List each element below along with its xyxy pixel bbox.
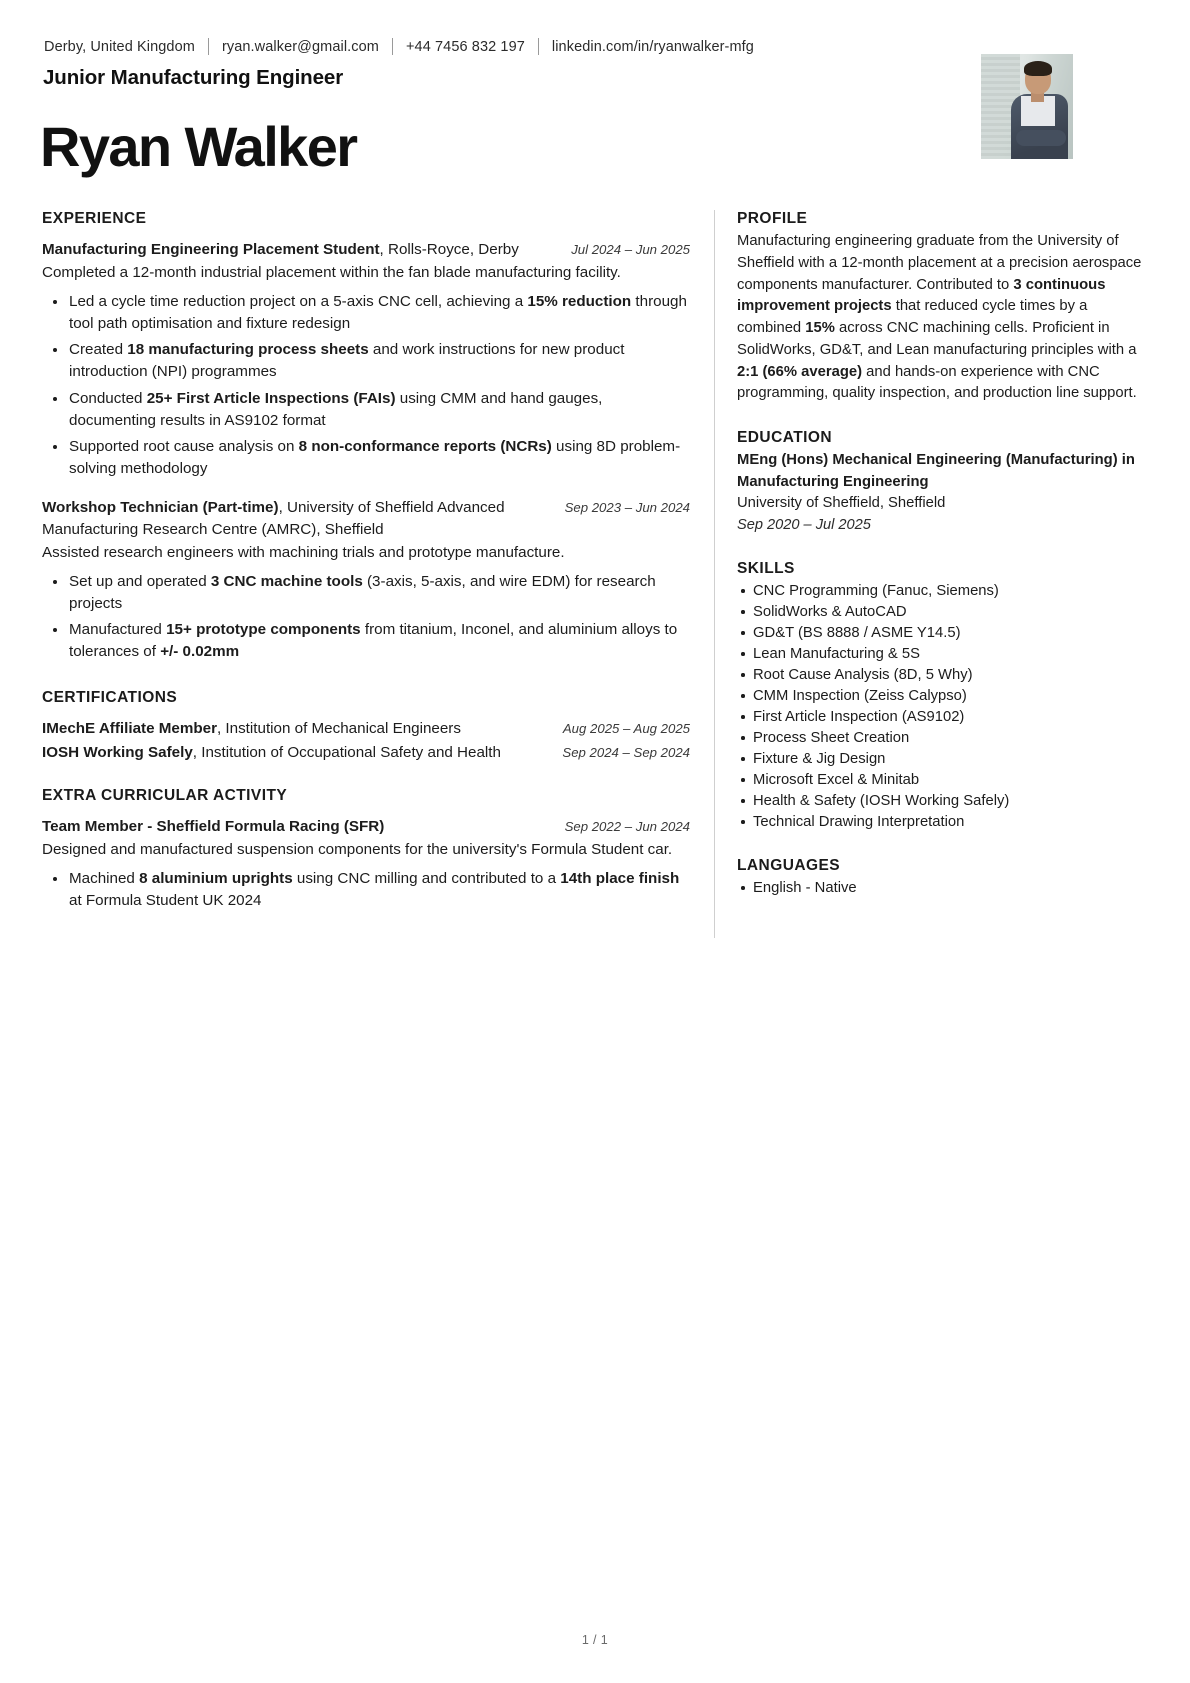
experience-entry xyxy=(42,816,690,912)
entry-bullet: Set up and operated 3 CNC machine tools (3-axis, 5-axis, and wire EDM) for research projects xyxy=(42,571,690,615)
entry-date: Sep 2022 – Jun 2024 xyxy=(564,819,690,835)
entry-bullet: Manufactured 15+ prototype components from titanium, Inconel, and aluminium alloys to tolerances of +/- 0.02mm xyxy=(42,619,690,663)
experience-entry xyxy=(42,497,690,663)
photo-hair xyxy=(1024,61,1052,76)
extra-curricular-section xyxy=(42,787,690,912)
contact-linkedin[interactable]: linkedin.com/in/ryanwalker-mfg xyxy=(551,38,754,55)
entry-role: Workshop Technician (Part-time), University of Sheffield Advanced Manufacturing Research Centre (AMRC), Sheffield xyxy=(42,499,505,538)
name-row xyxy=(40,115,1148,178)
entry-bullet-list xyxy=(42,571,690,664)
skill-item: SolidWorks & AutoCAD xyxy=(737,602,1148,623)
experience-entries xyxy=(42,239,690,663)
contact-line xyxy=(42,38,1148,55)
education-section xyxy=(737,429,1148,536)
extra-curricular-title: EXTRA CURRICULAR ACTIVITY xyxy=(42,787,288,805)
skills-section xyxy=(737,560,1148,833)
skill-item: GD&T (BS 8888 / ASME Y14.5) xyxy=(737,623,1148,644)
skill-item: Health & Safety (IOSH Working Safely) xyxy=(737,791,1148,812)
education-title: EDUCATION xyxy=(737,429,833,447)
contact-location: Derby, United Kingdom xyxy=(44,38,195,55)
education-degree: MEng (Hons) Mechanical Engineering (Manufacturing) in Manufacturing Engineering xyxy=(737,452,1135,490)
profile-text: Manufacturing engineering graduate from the University of Sheffield with a 12-month placement at a precision aerospace components manufacturer. Contributed to 3 continuous improvement projects that reduced cycle times by a combined 15% across CNC machining cells. Proficient in SolidWorks, GD&T, and Lean manufacturing principles with a 2:1 (66% average) and hands-on experience with CNC programming, quality inspection, and production line support. xyxy=(737,233,1142,402)
experience-section xyxy=(42,210,690,663)
experience-entry xyxy=(42,239,690,480)
languages-list xyxy=(737,878,1148,899)
skill-item: First Article Inspection (AS9102) xyxy=(737,707,1148,728)
skill-item: Root Cause Analysis (8D, 5 Why) xyxy=(737,665,1148,686)
contact-email[interactable]: ryan.walker@gmail.com xyxy=(221,38,379,55)
profile-section xyxy=(737,210,1148,405)
certifications-section xyxy=(42,689,690,761)
entry-bullet: Led a cycle time reduction project on a 5-axis CNC cell, achieving a 15% reduction through tool path optimisation and fixture redesign xyxy=(42,291,690,335)
skill-item: Process Sheet Creation xyxy=(737,728,1148,749)
extra-curricular-entries xyxy=(42,816,690,912)
skills-list xyxy=(737,581,1148,833)
entry-header xyxy=(42,497,690,540)
experience-title: EXPERIENCE xyxy=(42,210,147,228)
entry-date: Sep 2023 – Jun 2024 xyxy=(564,500,690,516)
entry-summary: Assisted research engineers with machining trials and prototype manufacture. xyxy=(42,543,565,561)
certification-date: Sep 2024 – Sep 2024 xyxy=(562,745,690,761)
entry-summary: Designed and manufactured suspension components for the university's Formula Student car. xyxy=(42,840,673,858)
languages-title: LANGUAGES xyxy=(737,857,841,875)
language-item: English - Native xyxy=(737,878,1148,899)
page-indicator: 1 / 1 xyxy=(581,1633,609,1647)
certification-row xyxy=(42,742,690,761)
entry-header xyxy=(42,816,690,838)
entry-bullet-list xyxy=(42,291,690,481)
skill-item: Microsoft Excel & Minitab xyxy=(737,770,1148,791)
certification-name: IOSH Working Safely, Institution of Occupational Safety and Health xyxy=(42,744,501,762)
languages-section xyxy=(737,857,1148,899)
contact-phone[interactable]: +44 7456 832 197 xyxy=(405,38,525,55)
candidate-name: Ryan Walker xyxy=(40,115,357,178)
skill-item: Lean Manufacturing & 5S xyxy=(737,644,1148,665)
entry-bullet: Machined 8 aluminium uprights using CNC milling and contributed to a 14th place finish at Formula Student UK 2024 xyxy=(42,868,690,912)
right-column xyxy=(714,210,1148,938)
education-school: University of Sheffield, Sheffield xyxy=(737,495,946,512)
content-columns xyxy=(42,210,1148,938)
left-column xyxy=(42,210,714,938)
entry-bullet: Supported root cause analysis on 8 non-conformance reports (NCRs) using 8D problem-solving methodology xyxy=(42,436,690,480)
skill-item: Fixture & Jig Design xyxy=(737,749,1148,770)
profile-title: PROFILE xyxy=(737,210,808,228)
education-date: Sep 2020 – Jul 2025 xyxy=(737,516,871,533)
certification-row xyxy=(42,718,690,737)
entry-role: Team Member - Sheffield Formula Racing (SFR) xyxy=(42,818,385,836)
photo-arms xyxy=(1016,130,1066,146)
entry-bullet: Conducted 25+ First Article Inspections (FAIs) using CMM and hand gauges, documenting results in AS9102 format xyxy=(42,388,690,432)
certification-date: Aug 2025 – Aug 2025 xyxy=(562,721,690,737)
entry-summary: Completed a 12-month industrial placement within the fan blade manufacturing facility. xyxy=(42,263,621,281)
entry-bullet-list xyxy=(42,868,690,912)
certification-rows xyxy=(42,718,690,761)
entry-role: Manufacturing Engineering Placement Student, Rolls-Royce, Derby xyxy=(42,241,519,259)
entry-bullet: Created 18 manufacturing process sheets and work instructions for new product introduction (NPI) programmes xyxy=(42,339,690,383)
certifications-title: CERTIFICATIONS xyxy=(42,689,178,707)
job-title: Junior Manufacturing Engineer xyxy=(43,66,344,89)
entry-date: Jul 2024 – Jun 2025 xyxy=(571,242,690,258)
skill-item: CNC Programming (Fanuc, Siemens) xyxy=(737,581,1148,602)
skill-item: Technical Drawing Interpretation xyxy=(737,812,1148,833)
skill-item: CMM Inspection (Zeiss Calypso) xyxy=(737,686,1148,707)
entry-header xyxy=(42,239,690,261)
skills-title: SKILLS xyxy=(737,560,795,578)
certification-name: IMechE Affiliate Member, Institution of Mechanical Engineers xyxy=(42,720,461,738)
profile-photo xyxy=(981,54,1073,159)
